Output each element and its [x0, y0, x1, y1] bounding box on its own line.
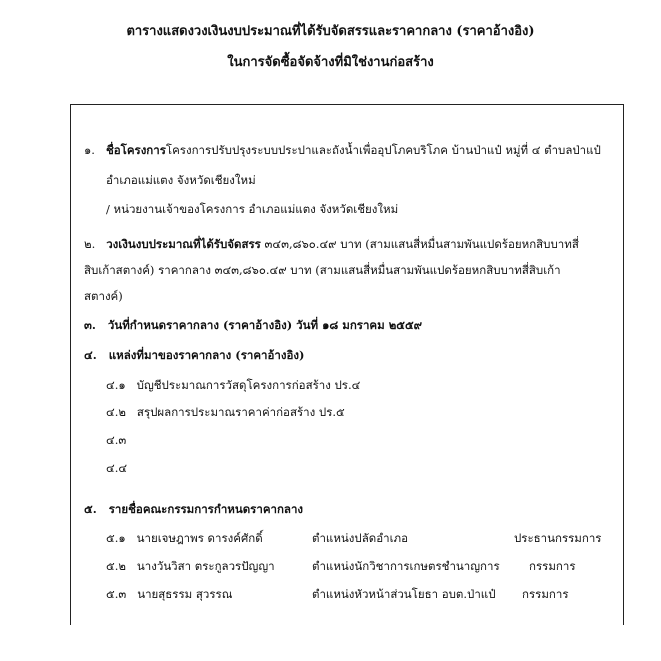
member-number: ๕.๒: [106, 559, 126, 573]
section-4-label: แหล่งที่มาของราคากลาง (ราคาอ้างอิง): [108, 348, 305, 362]
committee-member-row: [106, 586, 232, 604]
section-4-item-number: ๔.๑: [106, 378, 126, 392]
section-4-heading: [84, 347, 304, 365]
member-number: ๕.๑: [106, 531, 126, 545]
section-1-line-2: อำเภอแม่แตง จังหวัดเชียงใหม่: [106, 173, 256, 187]
section-4-number: ๔.: [84, 348, 97, 362]
section-4-item-text: สรุปผลการประมาณราคาค่าก่อสร้าง ปร.๕: [136, 405, 345, 419]
member-role: กรรมการ: [529, 559, 576, 573]
member-position: ตำแหน่งหัวหน้าส่วนโยธา อบต.ป่าแป๋: [312, 587, 496, 601]
section-3-line: [84, 317, 422, 335]
section-1-label: ชื่อโครงการ: [105, 143, 166, 157]
member-position: ตำแหน่งปลัดอำเภอ: [312, 531, 408, 545]
section-4-item: [106, 377, 360, 395]
section-4-item: [106, 432, 126, 450]
section-3-number: ๓.: [84, 318, 96, 332]
member-name: นายสุธรรม สุวรรณ: [137, 587, 233, 601]
member-position: ตำแหน่งนักวิชาการเกษตรชำนาญการ: [312, 559, 500, 573]
member-name: นายเจษฎาพร ดารงค์ศักดิ์: [136, 531, 263, 545]
member-name: นางวันวิสา ตระกูลวรปัญญา: [136, 559, 275, 573]
section-1-text-1: โครงการปรับปรุงระบบประปาและถังน้ำเพื่ออุปโภคบริโภค บ้านป่าแป๋ หมู่ที่ ๔ ตำบลป่าแป๋: [165, 143, 601, 157]
section-5-label: รายชื่อคณะกรรมการกำหนดราคากลาง: [108, 502, 304, 516]
section-4-item-number: ๔.๓: [106, 433, 127, 447]
section-4-item: [106, 404, 345, 422]
section-5-number: ๕.: [84, 502, 97, 516]
section-3-text: วันที่กำหนดราคากลาง (ราคาอ้างอิง) วันที่ ๑๘ มกราคม ๒๕๕๙: [107, 318, 423, 332]
section-2-line-1: [84, 236, 579, 254]
document-subtitle: ในการจัดซื้อจัดจ้างที่มิใช่งานก่อสร้าง: [227, 55, 434, 70]
document-title: ตารางแสดงวงเงินงบประมาณที่ได้รับจัดสรรและราคากลาง (ราคาอ้างอิง): [126, 24, 535, 39]
section-4-item: [106, 460, 127, 478]
section-2-line-3: สตางค์): [84, 289, 123, 303]
section-2-label: วงเงินงบประมาณที่ได้รับจัดสรร: [106, 237, 261, 251]
member-number: ๕.๓: [106, 587, 127, 601]
committee-member-row: [106, 558, 275, 576]
section-4-item-number: ๔.๒: [106, 405, 126, 419]
section-2-line-2: สิบเก้าสตางค์) ราคากลาง ๓๔๓,๘๖๐.๔๙ บาท (สามแสนสี่หมื่นสามพันแปดร้อยหกสิบบาทสี่สิบเก้า: [84, 263, 561, 277]
committee-member-row: [106, 530, 263, 548]
section-1-line-3: / หน่วยงานเจ้าของโครงการ อำเภอแม่แตง จังหวัดเชียงใหม่: [106, 202, 399, 216]
member-role: ประธานกรรมการ: [514, 531, 602, 545]
section-5-heading: [84, 501, 303, 519]
section-4-item-number: ๔.๔: [106, 461, 128, 475]
section-4-item-text: บัญชีประมาณการวัสดุโครงการก่อสร้าง ปร.๔: [136, 378, 361, 392]
section-1-line-1: [84, 142, 601, 160]
member-role: กรรมการ: [522, 587, 569, 601]
section-2-number: ๒.: [84, 237, 96, 251]
section-1-number: ๑.: [84, 143, 95, 157]
section-2-text-1: ๓๔๓,๘๖๐.๔๙ บาท (สามแสนสี่หมื่นสามพันแปดร้อยหกสิบบาทสี่: [260, 237, 579, 251]
